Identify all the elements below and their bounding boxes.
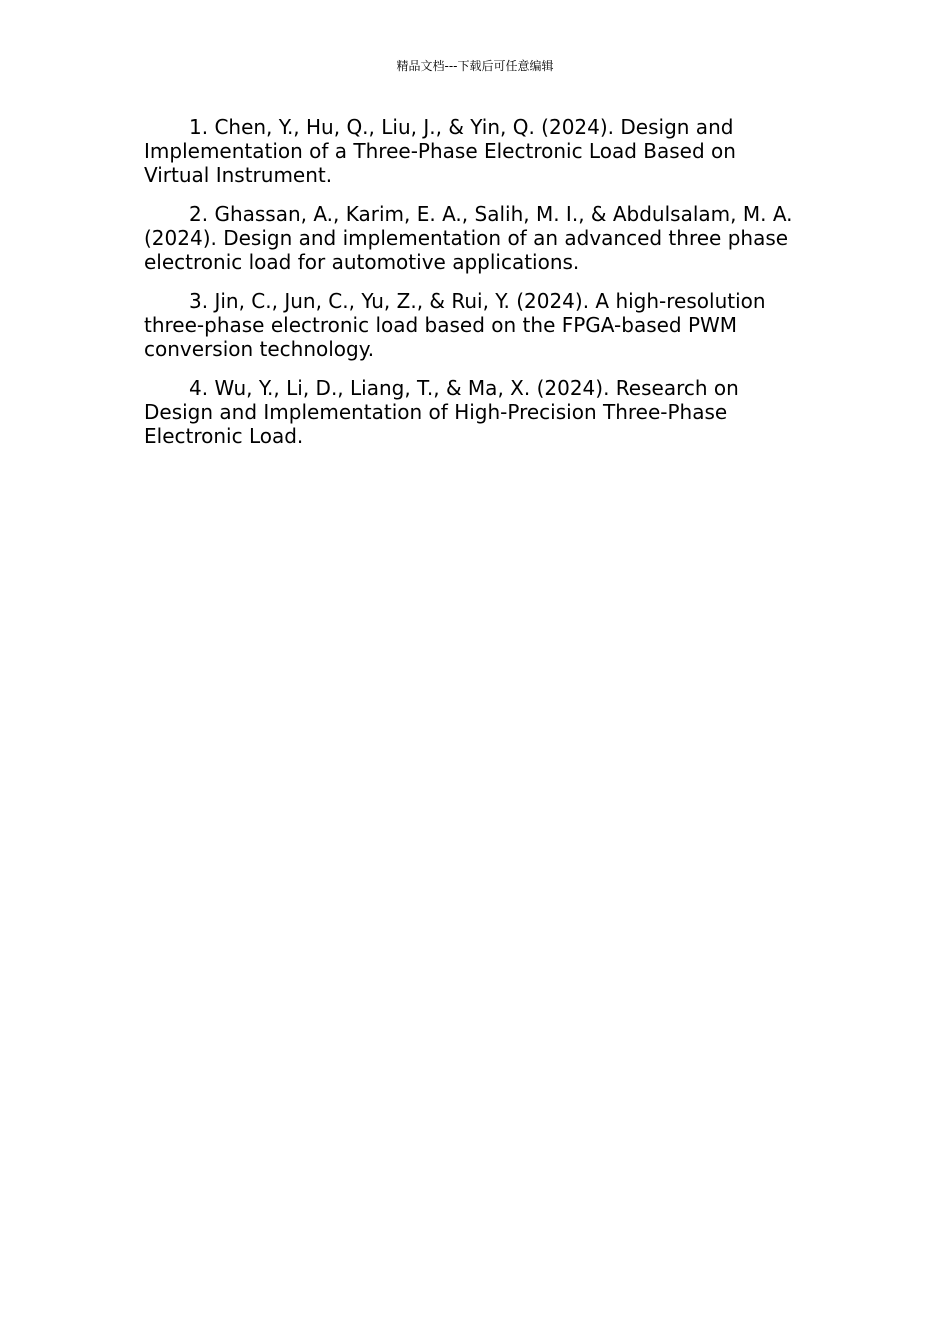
reference-item: 4. Wu, Y., Li, D., Liang, T., & Ma, X. (2024). Research on Design and Implementation of High-Precision Three-Phase Electronic Load. [144,376,739,448]
reference-item: 2. Ghassan, A., Karim, E. A., Salih, M. I., & Abdulsalam, M. A. (2024). Design and implementation of an advanced three phase electronic load for automotive applications. [144,202,793,274]
reference-list [144,115,804,463]
reference-item: 3. Jin, C., Jun, C., Yu, Z., & Rui, Y. (2024). A high-resolution three-phase electronic load based on the FPGA-based PWM conversion technology. [144,289,766,361]
page-header: 精品文档---下载后可任意编辑 [396,59,554,73]
reference-item: 1. Chen, Y., Hu, Q., Liu, J., & Yin, Q. (2024). Design and Implementation of a Three-Phase Electronic Load Based on Virtual Instrument. [144,115,736,187]
